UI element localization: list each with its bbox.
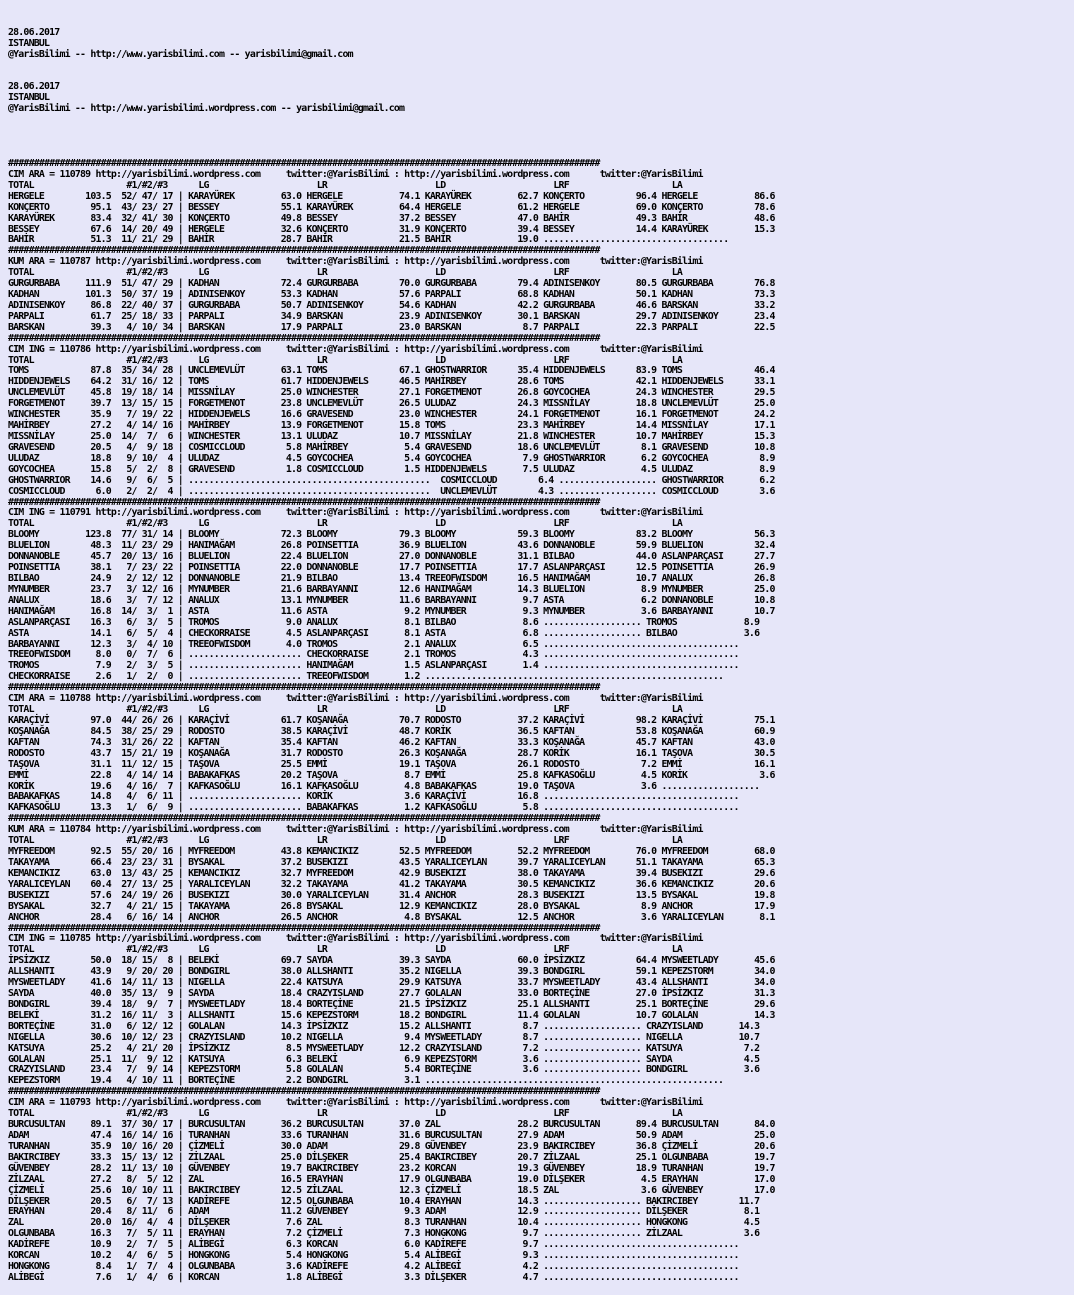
table-row: ANCHOR 28.4 6/ 16/ 14 | ANCHOR 26.5 ANCHOR 4.8 BYSAKAL 12.5 ANCHOR 3.6 YARALICEYLAN 8.1 (8, 911, 775, 923)
race-title-line: KUM ARA = 110787 http://yarisbilimi.wordpress.com twitter:@YarisBilimi : http://yarisbilimi.wordpress.com twitter:@YarisBilimi (8, 256, 703, 268)
table-row: BUSEKIZI 57.6 24/ 19/ 26 | BUSEKIZI 30.0 YARALICEYLAN 31.4 ANCHOR 28.3 BUSEKIZI 13.5 BYSAKAL 19.8 (8, 889, 775, 901)
table-row: BAKIRCIBEY 33.3 15/ 13/ 12 | ZİLZAAL 25.0 DİLŞEKER 25.4 BAKIRCIBEY 20.7 ZİLZAAL 25.1 OLGUNBABA 19.7 (8, 1151, 775, 1163)
table-row: ALİBEGİ 7.6 1/ 4/ 6 | KORCAN 1.8 ALİBEGİ 3.3 DİLŞEKER 4.7 ...................................... (8, 1272, 739, 1283)
separator-line: ################################################################################################################### (8, 682, 600, 694)
header-line: ISTANBUL (8, 37, 50, 49)
header-line: ISTANBUL (8, 92, 50, 104)
table-row: TOMS 87.8 35/ 34/ 28 | UNCLEMEVLÜT 63.1 TOMS 67.1 GHOSTWARRIOR 35.4 HIDDENJEWELS 83.9 TOMS 46.4 (8, 365, 775, 377)
table-row: BESSEY 67.6 14/ 20/ 49 | HERGELE 32.6 KONÇERTO 31.9 KONÇERTO 39.4 BESSEY 14.4 KARAYÜREK 15.3 (8, 223, 775, 235)
table-row: CRAZYISLAND 23.4 7/ 9/ 14 | KEPEZSTORM 5.8 GOLALAN 5.4 BORTEÇİNE 3.6 ................... BONDGIRL 3.6 (8, 1064, 760, 1076)
table-row: GRAVESEND 20.5 4/ 9/ 18 | COSMICCLOUD 5.8 MAHİRBEY 5.4 GRAVESEND 18.6 UNCLEMEVLÜT 8.1 GRAVESEND 10.8 (8, 441, 775, 453)
table-row: BILBAO 24.9 2/ 12/ 12 | DONNANOBLE 21.9 BILBAO 13.4 TREEOFWISDOM 16.5 HANIMAĞAM 10.7 ANALUX 26.8 (8, 573, 775, 584)
table-row: UNCLEMEVLÜT 45.8 19/ 18/ 14 | MISSNİLAY 25.0 WINCHESTER 27.1 FORGETMENOT 26.8 GOYCOCHEA 24.3 WINCHESTER 29.5 (8, 387, 775, 399)
separator-line: ################################################################################################################### (8, 922, 600, 934)
blank-line (8, 126, 1074, 137)
table-row: MYFREEDOM 92.5 55/ 20/ 16 | MYFREEDOM 43.8 KEMANCIKIZ 52.5 MYFREEDOM 52.2 MYFREEDOM 76.0 MYFREEDOM 68.0 (8, 846, 775, 858)
table-row: KARAÇİVİ 97.0 44/ 26/ 26 | KARAÇİVİ 61.7 KOŞANAĞA 70.7 RODOSTO 37.2 KARAÇİVİ 98.2 KARAÇİVİ 75.1 (8, 714, 775, 726)
table-row: BURCUSULTAN 89.1 37/ 30/ 17 | BURCUSULTAN 36.2 BURCUSULTAN 37.0 ZAL 28.2 BURCUSULTAN 89.4 BURCUSULTAN 84.0 (8, 1119, 775, 1131)
table-row: GHOSTWARRIOR 14.6 9/ 6/ 5 | ............................................... COSMICCLOUD 6.4 ................... GHOSTWARRIOR 6.2 (8, 474, 775, 486)
race-title-line: CIM ING = 110785 http://yarisbilimi.wordpress.com twitter:@YarisBilimi : http://yarisbilimi.wordpress.com twitter:@YarisBilimi (8, 933, 703, 945)
table-row: ALLSHANTI 43.9 9/ 20/ 20 | BONDGIRL 38.0 ALLSHANTI 35.2 NIGELLA 39.3 BONDGIRL 59.1 KEPEZSTORM 34.0 (8, 966, 775, 978)
table-row: DİLŞEKER 20.5 6/ 7/ 13 | KADİREFE 12.5 OLGUNBABA 10.4 ERAYHAN 14.3 ................... BAKIRCIBEY 11.7 (8, 1195, 760, 1207)
table-row: GÜVENBEY 28.2 11/ 13/ 10 | GÜVENBEY 19.7 BAKIRCIBEY 23.2 KORCAN 19.3 GÜVENBEY 18.9 TURANHAN 19.7 (8, 1162, 775, 1174)
table-row: OLGUNBABA 16.3 7/ 5/ 11 | ERAYHAN 7.2 ÇİZMELİ 7.3 HONGKONG 9.7 ................... ZİLZAAL 3.6 (8, 1228, 760, 1240)
table-row: HANIMAĞAM 16.8 14/ 3/ 1 | ASTA 11.6 ASTA 9.2 MYNUMBER 9.3 MYNUMBER 3.6 BARBAYANNI 10.7 (8, 605, 775, 617)
header-line: 28.06.2017 (8, 81, 60, 93)
report-body (8, 159, 1074, 1284)
table-row: TAŞOVA 31.1 11/ 12/ 15 | TAŞOVA 25.5 EMMİ 19.1 TAŞOVA 26.1 RODOSTO 7.2 EMMİ 16.1 (8, 758, 775, 770)
table-row: KEPEZSTORM 19.4 4/ 10/ 11 | BORTEÇİNE 2.2 BONDGIRL 3.1 .......................................................... (8, 1075, 724, 1087)
table-row: ZAL 20.0 16/ 4/ 4 | DİLŞEKER 7.6 ZAL 8.3 TURANHAN 10.4 ................... HONGKONG 4.5 (8, 1217, 760, 1229)
table-row: FORGETMENOT 39.7 13/ 15/ 15 | FORGETMENOT 23.8 UNCLEMEVLÜT 26.5 ULUDAZ 24.3 MISSNİLAY 18.8 UNCLEMEVLÜT 25.0 (8, 398, 775, 410)
separator-line: ################################################################################################################### (8, 245, 600, 257)
table-row: ANALUX 18.6 3/ 7/ 12 | ANALUX 13.1 MYNUMBER 11.6 BARBAYANNI 9.7 ASTA 6.2 DONNANOBLE 10.8 (8, 594, 775, 606)
table-row: ERAYHAN 20.4 8/ 11/ 6 | ADAM 11.2 GÜVENBEY 9.3 ADAM 12.9 ................... DİLŞEKER 8.1 (8, 1206, 760, 1218)
table-row: TROMOS 7.9 2/ 3/ 5 | ...................... HANIMAĞAM 1.5 ASLANPARÇASI 1.4 ...................................... (8, 660, 739, 672)
race-title-line: CIM ING = 110791 http://yarisbilimi.wordpress.com twitter:@YarisBilimi : http://yarisbilimi.wordpress.com twitter:@YarisBilimi (8, 507, 703, 519)
table-row: TURANHAN 35.9 10/ 16/ 20 | ÇİZMELİ 30.0 ADAM 29.8 GÜVENBEY 23.9 BAKIRCIBEY 36.8 ÇİZMELİ 20.6 (8, 1140, 775, 1152)
table-row: KOŞANAĞA 84.5 38/ 25/ 29 | RODOSTO 38.5 KARAÇİVİ 48.7 KORİK 36.5 KAFTAN 53.8 KOŞANAĞA 60.9 (8, 725, 775, 737)
blank-line (8, 72, 1074, 83)
table-row: YARALICEYLAN 60.4 27/ 13/ 25 | YARALICEYLAN 32.2 TAKAYAMA 41.2 TAKAYAMA 30.5 KEMANCIKIZ 36.6 KEMANCIKIZ 20.6 (8, 878, 775, 890)
table-row: BAHİR 51.3 11/ 21/ 29 | BAHİR 28.7 BAHİR 21.5 BAHİR 19.0 .................................... (8, 234, 729, 246)
table-row: ZİLZAAL 27.2 8/ 5/ 12 | ZAL 16.5 ERAYHAN 17.9 OLGUNBABA 19.0 DİLŞEKER 4.5 ERAYHAN 17.0 (8, 1173, 775, 1185)
table-row: BELEKİ 31.2 16/ 11/ 3 | ALLSHANTI 15.6 KEPEZSTORM 18.2 BONDGIRL 11.4 GOLALAN 10.7 GOLALAN 14.3 (8, 1009, 775, 1021)
table-row: ULUDAZ 18.8 9/ 10/ 4 | ULUDAZ 4.5 GOYCOCHEA 5.4 GOYCOCHEA 7.9 GHOSTWARRIOR 6.2 GOYCOCHEA 8.9 (8, 452, 775, 464)
report-header (8, 28, 1074, 137)
table-row: MYSWEETLADY 41.6 14/ 11/ 13 | NIGELLA 22.4 KATSUYA 29.9 KATSUYA 33.7 MYSWEETLADY 43.4 ALLSHANTI 34.0 (8, 977, 775, 989)
table-row: MYNUMBER 23.7 3/ 12/ 16 | MYNUMBER 21.6 BARBAYANNI 12.6 HANIMAĞAM 14.3 BLUELION 8.9 MYNUMBER 25.0 (8, 583, 775, 595)
table-row: MISSNİLAY 25.0 14/ 7/ 6 | WINCHESTER 13.1 ULUDAZ 10.7 MISSNİLAY 21.8 WINCHESTER 10.7 MAHİRBEY 15.3 (8, 431, 775, 443)
column-header-line: TOTAL #1/#2/#3 LG LR LD LRF LA (8, 1108, 683, 1120)
table-row: BYSAKAL 32.7 4/ 21/ 15 | TAKAYAMA 26.8 BYSAKAL 12.9 KEMANCIKIZ 28.0 BYSAKAL 8.9 ANCHOR 17.9 (8, 900, 775, 912)
table-row: BONDGIRL 39.4 18/ 9/ 7 | MYSWEETLADY 18.4 BORTEÇİNE 21.5 İPSİZKIZ 25.1 ALLSHANTI 25.1 BORTEÇİNE 29.6 (8, 998, 775, 1010)
table-row: GOLALAN 25.1 11/ 9/ 12 | KATSUYA 6.3 BELEKİ 6.9 KEPEZSTORM 3.6 ................... SAYDA 4.5 (8, 1053, 760, 1065)
separator-line: ################################################################################################################### (8, 813, 600, 825)
table-row: NIGELLA 30.6 10/ 12/ 23 | CRAZYISLAND 10.2 NIGELLA 9.4 MYSWEETLADY 8.7 ................... NIGELLA 10.7 (8, 1031, 760, 1043)
table-row: GOYCOCHEA 15.8 5/ 2/ 8 | GRAVESEND 1.8 COSMICCLOUD 1.5 HIDDENJEWELS 7.5 ULUDAZ 4.5 ULUDAZ 8.9 (8, 463, 775, 475)
table-row: WINCHESTER 35.9 7/ 19/ 22 | HIDDENJEWELS 16.6 GRAVESEND 23.0 WINCHESTER 24.1 FORGETMENOT 16.1 FORGETMENOT 24.2 (8, 409, 775, 421)
table-row: KEMANCIKIZ 63.0 13/ 43/ 25 | KEMANCIKIZ 32.7 MYFREEDOM 42.9 BUSEKIZI 38.0 TAKAYAMA 39.4 BUSEKIZI 29.6 (8, 867, 775, 879)
column-header-line: TOTAL #1/#2/#3 LG LR LD LRF LA (8, 267, 683, 279)
table-row: DONNANOBLE 45.7 20/ 13/ 16 | BLUELION 22.4 BLUELION 27.0 DONNANOBLE 31.1 BILBAO 44.0 ASLANPARÇASI 27.7 (8, 551, 775, 563)
separator-line: ################################################################################################################### (8, 496, 600, 508)
separator-line: ################################################################################################################### (8, 157, 600, 169)
table-row: KONÇERTO 95.1 43/ 23/ 27 | BESSEY 55.1 KARAYÜREK 64.4 HERGELE 61.2 HERGELE 69.0 KONÇERTO 78.6 (8, 201, 775, 213)
table-row: PARPALI 61.7 25/ 18/ 33 | PARPALI 34.9 BARSKAN 23.9 ADINISENKOY 30.1 BARSKAN 29.7 ADINISENKOY 23.4 (8, 310, 775, 322)
race-title-line: CIM ARA = 110793 http://yarisbilimi.wordpress.com twitter:@YarisBilimi : http://yarisbilimi.wordpress.com twitter:@YarisBilimi (8, 1097, 703, 1109)
race-title-line: CIM ING = 110786 http://yarisbilimi.wordpress.com twitter:@YarisBilimi : http://yarisbilimi.wordpress.com twitter:@YarisBilimi (8, 343, 703, 355)
table-row: BLUELION 48.3 11/ 23/ 29 | HANIMAĞAM 26.8 POINSETTIA 36.9 BLUELION 43.6 DONNANOBLE 59.9 BLUELION 32.4 (8, 540, 775, 552)
separator-line: ################################################################################################################### (8, 332, 600, 344)
column-header-line: TOTAL #1/#2/#3 LG LR LD LRF LA (8, 179, 683, 191)
table-row: GURGURBABA 111.9 51/ 47/ 29 | KADHAN 72.4 GURGURBABA 70.0 GURGURBABA 79.4 ADINISENKOY 80.5 GURGURBABA 76.8 (8, 278, 775, 290)
table-row: BABAKAFKAS 14.8 4/ 6/ 11 | ...................... KORİK 3.6 KARAÇİVİ 16.8 ...................................... (8, 791, 739, 803)
table-row: ÇİZMELİ 25.6 10/ 10/ 11 | BAKIRCIBEY 12.5 ZİLZAAL 12.3 ÇİZMELİ 18.5 ZAL 3.6 GÜVENBEY 17.0 (8, 1184, 775, 1196)
table-row: MAHİRBEY 27.2 4/ 14/ 16 | MAHİRBEY 13.9 FORGETMENOT 15.8 TOMS 23.3 MAHİRBEY 14.4 MISSNİLAY 17.1 (8, 420, 775, 432)
table-row: RODOSTO 43.7 15/ 21/ 19 | KOŞANAĞA 31.7 RODOSTO 26.3 KOŞANAĞA 28.7 KORİK 16.1 TAŞOVA 30.5 (8, 747, 775, 759)
race-title-line: CIM ARA = 110789 http://yarisbilimi.wordpress.com twitter:@YarisBilimi : http://yarisbilimi.wordpress.com twitter:@YarisBilimi (8, 168, 703, 180)
header-line: 28.06.2017 (8, 26, 60, 38)
column-header-line: TOTAL #1/#2/#3 LG LR LD LRF LA (8, 354, 683, 366)
column-header-line: TOTAL #1/#2/#3 LG LR LD LRF LA (8, 835, 683, 847)
table-row: POINSETTIA 38.1 7/ 23/ 22 | POINSETTIA 22.0 DONNANOBLE 17.7 POINSETTIA 17.7 ASLANPARÇASI 12.5 POINSETTIA 26.9 (8, 562, 775, 574)
blank-line (8, 115, 1074, 126)
table-row: KORİK 19.6 4/ 16/ 7 | KAFKASOĞLU 16.1 KAFKASOĞLU 4.8 BABAKAFKAS 19.0 TAŞOVA 3.6 ................... (8, 780, 760, 792)
table-row: KAFKASOĞLU 13.3 1/ 6/ 9 | ...................... BABAKAFKAS 1.2 KAFKASOĞLU 5.8 ...................................... (8, 802, 739, 814)
table-row: KATSUYA 25.2 4/ 21/ 20 | İPSİZKIZ 8.5 MYSWEETLADY 12.2 CRAZYISLAND 7.2 ................... KATSUYA 7.2 (8, 1042, 760, 1054)
table-row: TAKAYAMA 66.4 23/ 23/ 31 | BYSAKAL 37.2 BUSEKIZI 43.5 YARALICEYLAN 39.7 YARALICEYLAN 51.1 TAKAYAMA 65.3 (8, 856, 775, 868)
race-title-line: CIM ARA = 110788 http://yarisbilimi.wordpress.com twitter:@YarisBilimi : http://yarisbilimi.wordpress.com twitter:@YarisBilimi (8, 693, 703, 705)
header-line: @YarisBilimi -- http://www.yarisbilimi.wordpress.com -- yarisbilimi@gmail.com (8, 103, 405, 115)
table-row: KORCAN 10.2 4/ 6/ 5 | HONGKONG 5.4 HONGKONG 5.4 ALİBEGİ 9.3 ...................................... (8, 1250, 739, 1262)
table-row: KADHAN 101.3 50/ 37/ 19 | ADINISENKOY 53.3 KADHAN 57.6 PARPALI 68.8 KADHAN 50.1 KADHAN 73.3 (8, 289, 775, 301)
column-header-line: TOTAL #1/#2/#3 LG LR LD LRF LA (8, 704, 683, 716)
column-header-line: TOTAL #1/#2/#3 LG LR LD LRF LA (8, 518, 683, 530)
column-header-line: TOTAL #1/#2/#3 LG LR LD LRF LA (8, 944, 683, 956)
table-row: ADAM 47.4 16/ 14/ 16 | TURANHAN 33.6 TURANHAN 31.6 BURCUSULTAN 27.9 ADAM 50.9 ADAM 25.0 (8, 1130, 775, 1142)
table-row: ADINISENKOY 86.8 22/ 40/ 37 | GURGURBABA 50.7 ADINISENKOY 54.6 KADHAN 42.2 GURGURBABA 46.6 BARSKAN 33.2 (8, 299, 775, 311)
table-row: HERGELE 103.5 52/ 47/ 17 | KARAYÜREK 63.0 HERGELE 74.1 KARAYÜREK 62.7 KONÇERTO 96.4 HERGELE 86.6 (8, 190, 775, 202)
table-row: EMMİ 22.8 4/ 14/ 14 | BABAKAFKAS 20.2 TAŞOVA 8.7 EMMİ 25.8 KAFKASOĞLU 4.5 KORİK 3.6 (8, 769, 775, 781)
table-row: BLOOMY 123.8 77/ 31/ 14 | BLOOMY 72.3 BLOOMY 79.3 BLOOMY 59.3 BLOOMY 83.2 BLOOMY 56.3 (8, 529, 775, 541)
table-row: COSMICCLOUD 6.0 2/ 2/ 4 | ............................................... UNCLEMEVLÜT 4.3 ................... COSMICCLOUD 3.6 (8, 485, 775, 497)
table-row: SAYDA 40.0 35/ 13/ 9 | SAYDA 18.4 CRAZYISLAND 27.7 GOLALAN 33.0 BORTEÇİNE 27.0 İPSİZKIZ 31.3 (8, 988, 775, 1000)
table-row: HIDDENJEWELS 64.2 31/ 16/ 12 | TOMS 61.7 HIDDENJEWELS 46.5 MAHİRBEY 28.6 TOMS 42.1 HIDDENJEWELS 33.1 (8, 376, 775, 388)
table-row: BARSKAN 39.3 4/ 10/ 34 | BARSKAN 17.9 PARPALI 23.0 BARSKAN 8.7 PARPALI 22.3 PARPALI 22.5 (8, 321, 775, 333)
table-row: CHECKORRAISE 2.6 1/ 2/ 0 | ...................... TREEOFWISDOM 1.2 .......................................................... (8, 671, 724, 683)
table-row: TREEOFWISDOM 8.0 0/ 7/ 6 | ...................... CHECKORRAISE 2.1 TROMOS 4.3 ...................................... (8, 649, 739, 661)
table-row: ASLANPARÇASI 16.3 6/ 3/ 5 | TROMOS 9.0 ANALUX 8.1 BILBAO 8.6 ................... TROMOS 8.9 (8, 616, 760, 628)
table-row: HONGKONG 8.4 1/ 7/ 4 | OLGUNBABA 3.6 KADİREFE 4.2 ALİBEGİ 4.2 ...................................... (8, 1261, 739, 1273)
table-row: ASTA 14.1 6/ 5/ 4 | CHECKORRAISE 4.5 ASLANPARÇASI 8.1 ASTA 6.8 ................... BILBAO 3.6 (8, 627, 760, 639)
table-row: KARAYÜREK 83.4 32/ 41/ 30 | KONÇERTO 49.8 BESSEY 37.2 BESSEY 47.0 BAHİR 49.3 BAHİR 48.6 (8, 212, 775, 224)
table-row: BARBAYANNI 12.3 3/ 4/ 10 | TREEOFWISDOM 4.0 TROMOS 2.1 ANALUX 6.5 ...................................... (8, 638, 739, 650)
separator-line: ################################################################################################################### (8, 1086, 600, 1098)
table-row: KADİREFE 10.9 2/ 7/ 5 | ALİBEGİ 6.3 KORCAN 6.0 KADİREFE 9.7 ...................................... (8, 1239, 739, 1251)
blank-line (8, 61, 1074, 72)
table-row: KAFTAN 74.3 31/ 26/ 22 | KAFTAN 35.4 KAFTAN 46.2 KAFTAN 33.3 KOŞANAĞA 45.7 KAFTAN 43.0 (8, 736, 775, 748)
table-row: İPSİZKIZ 50.0 18/ 15/ 8 | BELEKİ 69.7 SAYDA 39.3 SAYDA 60.0 İPSİZKIZ 64.4 MYSWEETLADY 45.6 (8, 955, 775, 967)
header-line: @YarisBilimi -- http://www.yarisbilimi.com -- yarisbilimi@gmail.com (8, 48, 353, 60)
table-row: BORTEÇİNE 31.0 6/ 12/ 12 | GOLALAN 14.3 İPSİZKIZ 15.2 ALLSHANTI 8.7 ................... CRAZYISLAND 14.3 (8, 1020, 760, 1032)
race-title-line: KUM ARA = 110784 http://yarisbilimi.wordpress.com twitter:@YarisBilimi : http://yarisbilimi.wordpress.com twitter:@YarisBilimi (8, 824, 703, 836)
